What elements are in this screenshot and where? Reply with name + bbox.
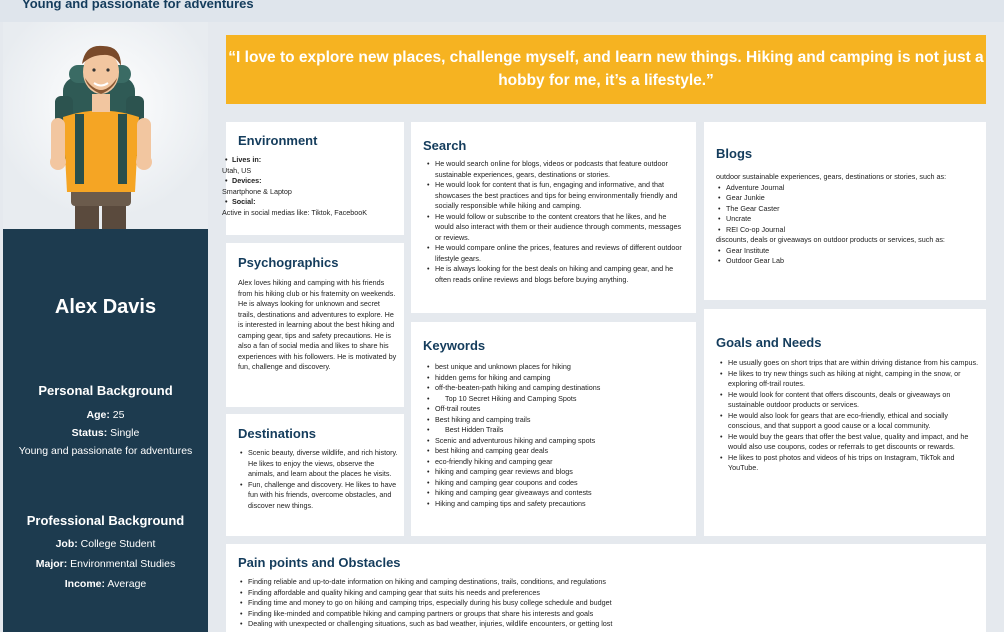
list-item: • Best Hidden Trails [425,425,687,436]
list-item: • He is always looking for the best deals on hiking and camping gear, and he often reads online reviews and blogs before buying anything. [425,264,687,285]
income-value: Average [107,578,147,590]
list-item: • Finding affordable and quality hiking and camping gear that suits his needs and preferences [238,588,978,599]
list-item: • Finding like-minded and compatible hiking and camping partners or groups that share his interests and goals [238,609,978,620]
list-item: • Scenic beauty, diverse wildlife, and rich history. He likes to enjoy the views, observe the animals, and learn about the places he visits. [238,448,398,480]
list-item: • Dealing with unexpected or challenging situations, such as bad weather, injuries, wildlife encounters, or getting lost [238,619,978,630]
blogs-intro-2: discounts, deals or giveaways on outdoor products or services, such as: [716,235,945,244]
list-item: • Finding reliable and up-to-date information on hiking and camping destinations, trails, conditions, and regulations [238,577,978,588]
status-line [3,427,208,439]
lives-value: Utah, US [222,165,252,175]
pain-points-title: Pain points and Obstacles [238,555,401,570]
list-item: • He likes to try new things such as hiking at night, camping in the snow, or exploring off-trail routes. [718,369,980,390]
list-item: • He would also look for gears that are eco-friendly, ethical and socially conscious, and that support a good cause or a local community. [718,411,980,432]
social-value: Active in social medias like: Tiktok, FacebooK [222,207,368,217]
income-line [3,578,208,590]
list-item: • eco-friendly hiking and camping gear [425,457,687,468]
list-item: • hiking and camping gear coupons and codes [425,478,687,489]
list-item: • He would buy the gears that offer the best value, quality and impact, and he would also use coupons, codes or referrals to get discounts or rewards. [718,432,980,453]
list-item: • He would look for content that offers discounts, deals or giveaways on sustainable outdoor products or services. [718,390,980,411]
list-item: • He would search online for blogs, videos or podcasts that feature outdoor sustainable experiences, gears, destinations or stories. [425,159,687,180]
header-subtitle: Young and passionate for adventures [22,0,254,11]
devices-label: • Devices: [222,176,402,187]
list-item: • best unique and unknown places for hiking [425,362,687,373]
search-list [425,159,687,285]
blogs-card [704,122,986,300]
pain-points-list [238,577,978,630]
list-item: • best hiking and camping gear deals [425,446,687,457]
list-item: • hiking and camping gear giveaways and contests [425,488,687,499]
list-item: • hidden gems for hiking and camping [425,373,687,384]
search-card [411,122,696,313]
lives-label: • Lives in: [222,155,402,166]
portrait [3,22,208,229]
list-item: • Uncrate [716,214,980,225]
job-label: Job: [55,538,78,550]
list-item: • He likes to post photos and videos of his trips on Instagram, TikTok and YouTube. [718,453,980,474]
major-value: Environmental Studies [70,558,176,570]
list-item: • REI Co-op Journal [716,225,980,236]
list-item: • He would follow or subscribe to the content creators that he likes, and he would also interact with them or their audience through comments, messages or reviews. [425,212,687,244]
devices-value: Smartphone & Laptop [222,186,292,196]
persona-name: Alex Davis [54,296,157,318]
list-item: • He would compare online the prices, features and reviews of different outdoor lifestyle gears. [425,243,687,264]
list-item: • The Gear Caster [716,204,980,215]
profile-panel [3,229,208,632]
list-item: • Adventure Journal [716,183,980,194]
environment-card [222,122,404,235]
psychographics-text: Alex loves hiking and camping with his friends from his hiking club or his fraternity on weekends. He is always looking for unknown and secret trails, destinations and adventures to explore. He is interested in learning about the best hiking and camping gear, tips and safety precautions. He is also a fan of social media and likes to share his experiences with his followers. He is motivated by fun, challenge and discovery. [238,278,397,371]
keywords-title: Keywords [423,338,486,353]
blogs-list-2 [716,246,980,267]
list-item: • Outdoor Gear Lab [716,256,980,267]
list-item: • Hiking and camping tips and safety precautions [425,499,687,510]
list-item: • He usually goes on short trips that are within driving distance from his campus. [718,358,980,369]
list-item: • Fun, challenge and discovery. He likes to have fun with his friends, overcome obstacles, and discover new things. [238,480,398,512]
blogs-intro-1: outdoor sustainable experiences, gears, destinations or stories, such as: [716,172,947,181]
professional-background-title: Professional Background [26,513,185,528]
search-title: Search [423,138,467,153]
keywords-list [425,362,687,509]
psychographics-title: Psychographics [238,255,339,270]
goals-card [704,309,986,536]
top-bar [0,0,1004,22]
persona-quote: “I love to explore new places, challenge myself, and learn new things. Hiking and camping is not just a hobby for me, it’s a lifestyle.” [226,35,986,104]
hiker-avatar-icon [3,22,208,229]
left-column [3,22,208,632]
list-item: • off-the-beaten-path hiking and camping destinations [425,383,687,394]
income-label: Income: [64,578,105,590]
list-item: • He would look for content that is fun, engaging and informative, and that showcases the best practices and tips for being environmentally friendly and socially responsible while hiking and camping. [425,180,687,212]
blogs-content [716,172,980,267]
environment-details [222,155,402,218]
goals-title: Goals and Needs [716,335,822,350]
goals-list [718,358,980,474]
age-line [3,409,208,421]
tagline: Young and passionate for adventures [18,445,193,457]
list-item: • Best hiking and camping trails [425,415,687,426]
job-value: College Student [80,538,156,550]
list-item: • hiking and camping gear reviews and blogs [425,467,687,478]
status-label: Status: [71,427,108,439]
destinations-title: Destinations [238,426,317,441]
destinations-list [238,448,398,511]
list-item: • Gear Institute [716,246,980,257]
list-item: • Gear Junkie [716,193,980,204]
environment-title: Environment [238,133,318,148]
psychographics-card [226,243,404,407]
major-line [3,558,208,570]
list-item: • Off-trail routes [425,404,687,415]
major-label: Major: [35,558,68,570]
personal-background-title: Personal Background [38,383,173,398]
destinations-card [226,414,404,536]
pain-points-card [226,544,986,632]
list-item: • Scenic and adventurous hiking and camping spots [425,436,687,447]
social-label: • Social: [222,197,402,208]
list-item: • Finding time and money to go on hiking and camping trips, especially during his busy college schedule and budget [238,598,978,609]
age-value: 25 [112,409,125,421]
list-item: • Top 10 Secret Hiking and Camping Spots [425,394,687,405]
blogs-title: Blogs [716,146,753,161]
blogs-list-1 [716,183,980,236]
status-value: Single [110,427,140,439]
age-label: Age: [86,409,110,421]
job-line [3,538,208,550]
keywords-card [411,322,696,536]
